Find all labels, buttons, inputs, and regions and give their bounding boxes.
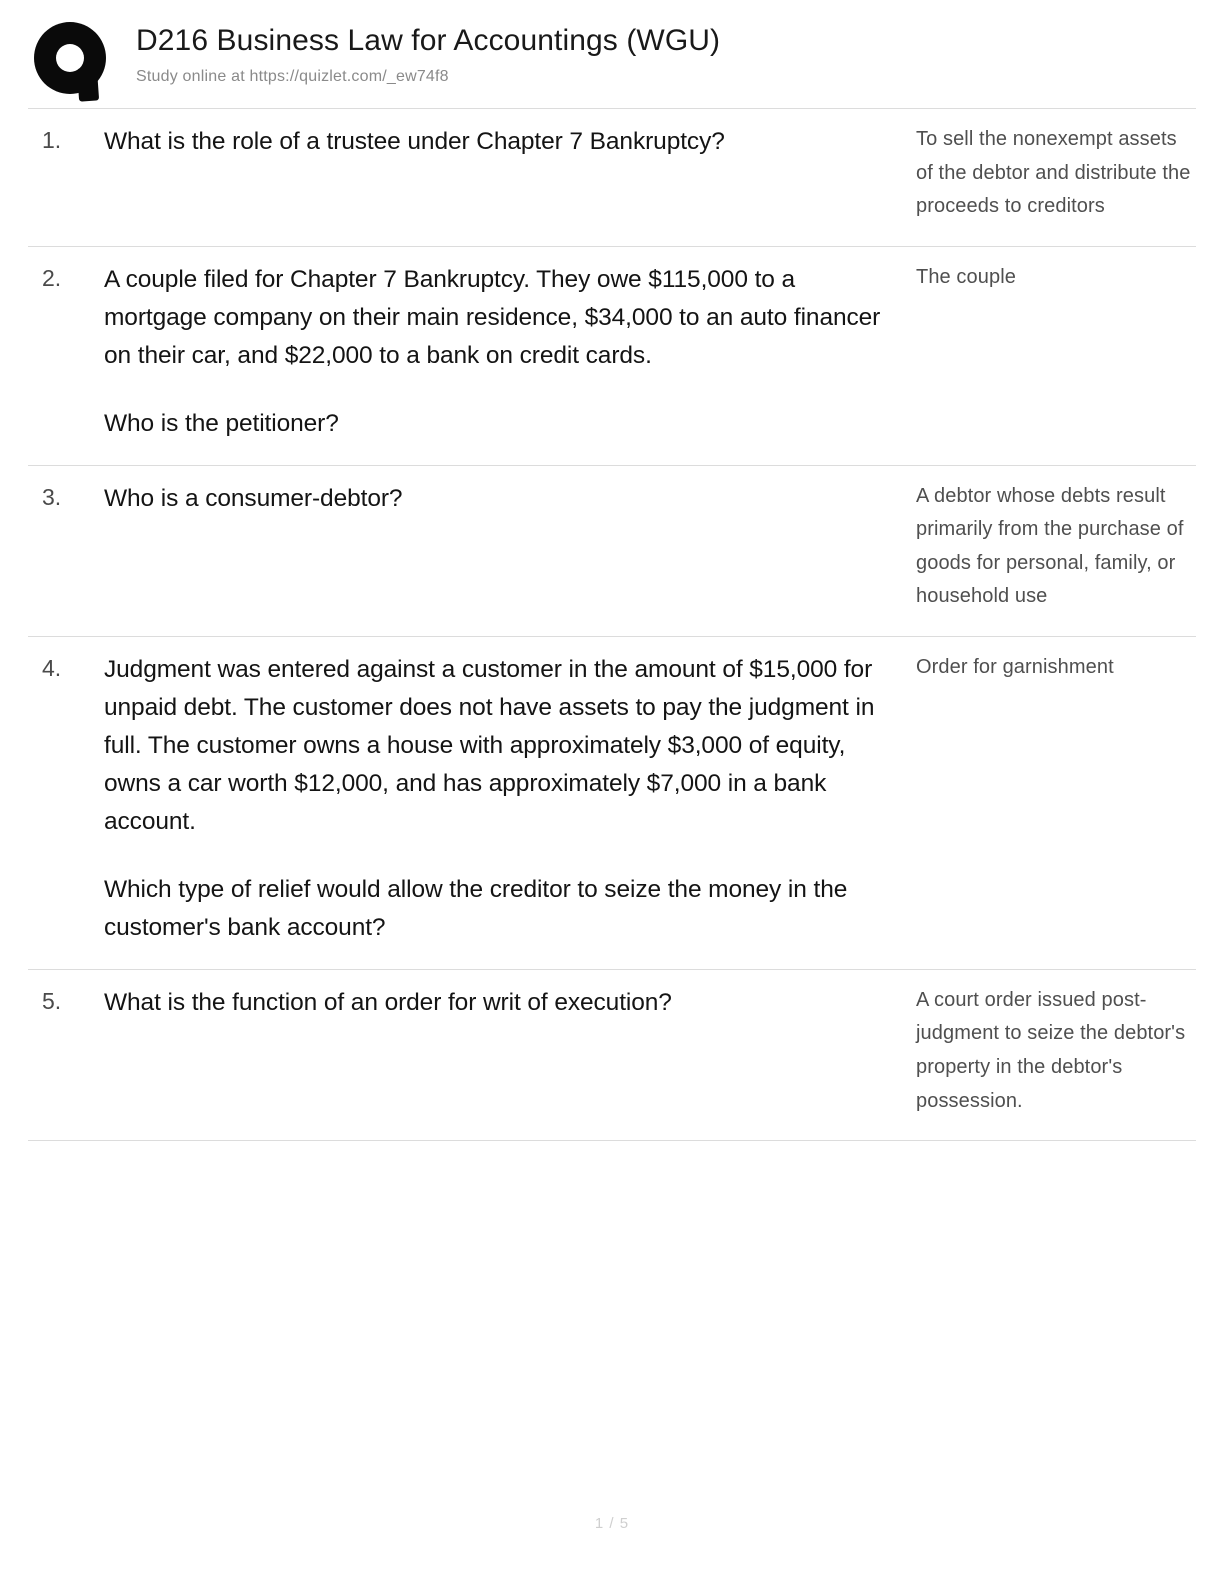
question-cell — [104, 480, 916, 518]
question-cell — [104, 984, 916, 1022]
row-number: 3. — [42, 483, 62, 510]
table-row — [28, 466, 1196, 637]
row-number: 1. — [42, 127, 62, 153]
row-number: 2. — [42, 264, 62, 291]
table-row — [28, 247, 1196, 466]
quizlet-q-logo-icon — [34, 22, 110, 98]
answer-cell: To sell the nonexempt assets of the debtor and distribute the proceeds to creditors — [916, 128, 1191, 218]
study-online-link[interactable]: Study online at https://quizlet.com/_ew74f8 — [136, 67, 449, 85]
question-cell — [104, 651, 916, 947]
document-header — [34, 0, 1196, 104]
question-paragraph: Who is a consumer-debtor? — [104, 484, 403, 512]
question-paragraph: Judgment was entered against a customer in the amount of $15,000 for unpaid debt. The customer does not have assets to pay the judgment in full. The customer owns a house with approximately $3,000 of equity, owns a car worth $12,000, and has approximately $7,000 in a bank account. — [104, 656, 875, 835]
answer-cell: A court order issued post-judgment to seize the debtor's property in the debtor's possession. — [916, 988, 1186, 1112]
qa-table — [28, 108, 1196, 1141]
question-paragraph: Who is the petitioner? — [104, 409, 339, 437]
question-paragraph: What is the function of an order for writ of execution? — [104, 988, 672, 1016]
question-paragraph: Which type of relief would allow the creditor to seize the money in the customer's bank account? — [104, 875, 848, 941]
table-row — [28, 109, 1196, 247]
page-title: D216 Business Law for Accountings (WGU) — [136, 24, 721, 57]
row-number: 4. — [42, 655, 62, 682]
table-row — [28, 970, 1196, 1141]
question-cell — [104, 261, 916, 443]
answer-cell: The couple — [916, 265, 1016, 288]
question-paragraph: What is the role of a trustee under Chapter 7 Bankruptcy? — [104, 128, 725, 155]
row-number: 5. — [42, 987, 62, 1014]
title-block — [110, 18, 720, 86]
answer-cell: Order for garnishment — [916, 656, 1114, 679]
question-paragraph: A couple filed for Chapter 7 Bankruptcy. They owe $115,000 to a mortgage company on their main residence, $34,000 to an auto financer on their car, and $22,000 to a bank on credit cards. — [104, 265, 881, 369]
page-footer: 1 / 5 — [594, 1515, 630, 1532]
question-cell — [104, 123, 916, 161]
answer-cell: A debtor whose debts result primarily from the purchase of goods for personal, family, or household use — [916, 484, 1184, 608]
table-row — [28, 637, 1196, 970]
